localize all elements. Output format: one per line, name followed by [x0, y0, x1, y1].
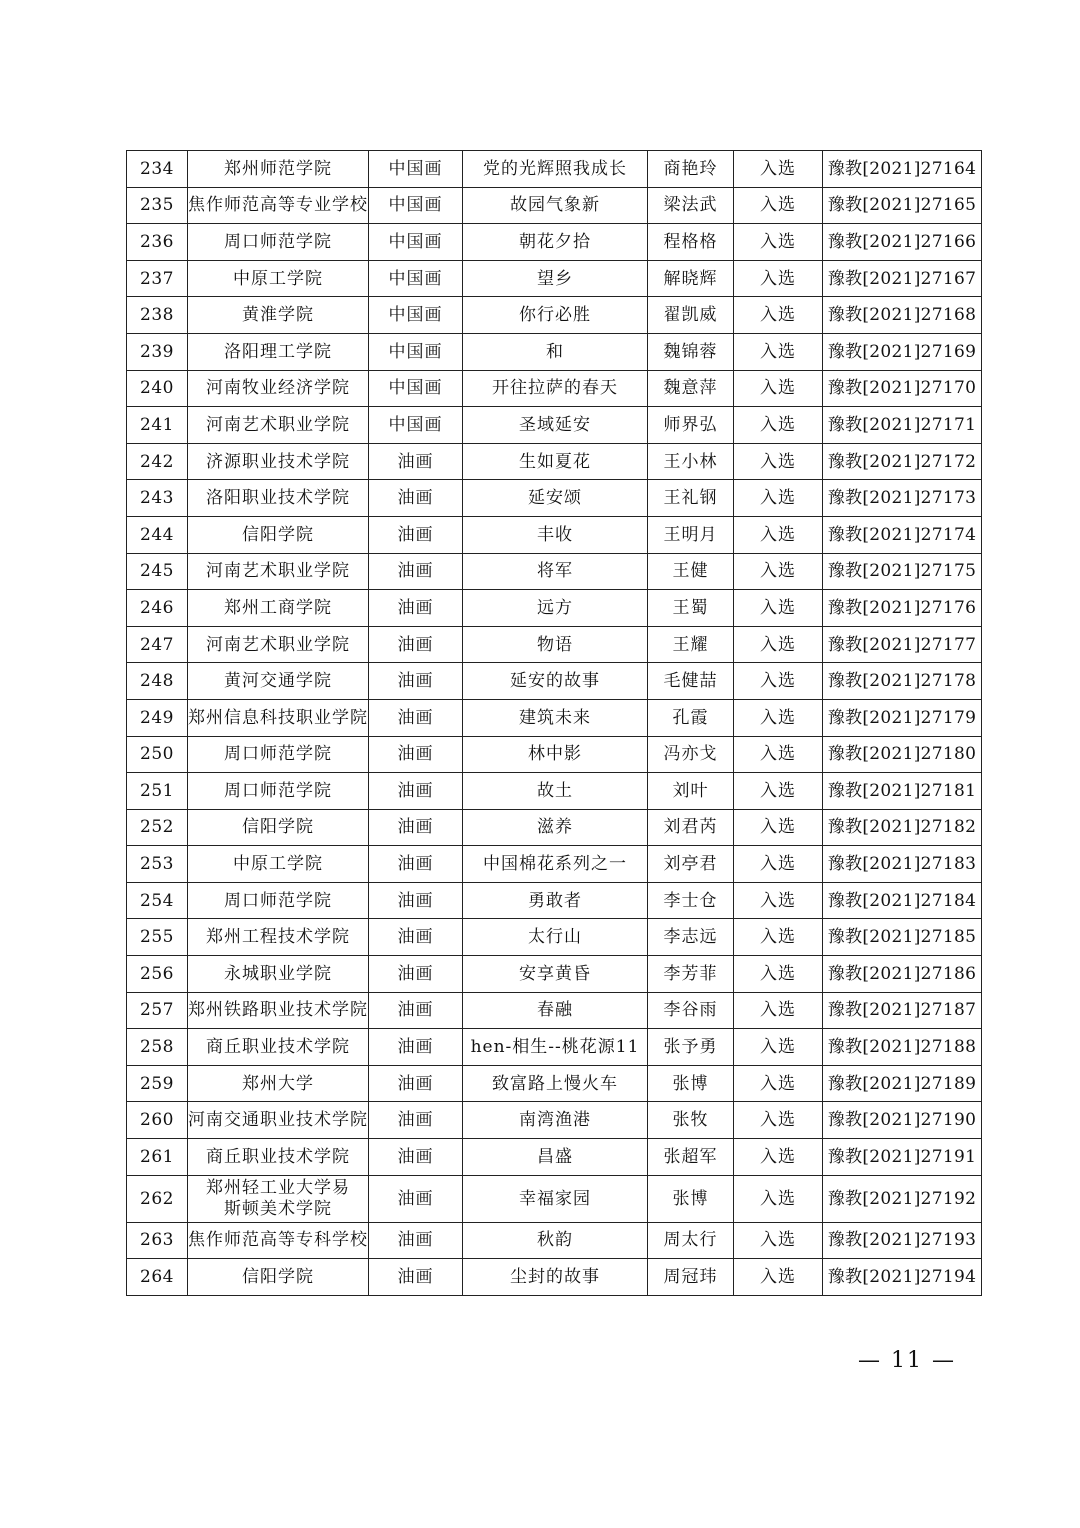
table-row: [127, 663, 982, 700]
work-title: 将军: [463, 553, 648, 590]
table-row: [127, 1259, 982, 1296]
row-number: 257: [127, 992, 188, 1029]
author-name: 王健: [648, 553, 734, 590]
result-status: 入选: [734, 1259, 823, 1296]
result-status: 入选: [734, 443, 823, 480]
row-number: 246: [127, 590, 188, 627]
author-name: 魏锦蓉: [648, 333, 734, 370]
work-title: 圣域延安: [463, 407, 648, 444]
work-title: 南湾渔港: [463, 1102, 648, 1139]
author-name: 李芳菲: [648, 956, 734, 993]
table-row: [127, 260, 982, 297]
author-name: 冯亦戈: [648, 736, 734, 773]
table-row: [127, 956, 982, 993]
certificate-code: 豫教[2021]27189: [823, 1065, 982, 1102]
category: 中国画: [369, 224, 463, 261]
result-status: 入选: [734, 663, 823, 700]
category: 中国画: [369, 187, 463, 224]
certificate-code: 豫教[2021]27172: [823, 443, 982, 480]
row-number: 236: [127, 224, 188, 261]
author-name: 王礼钢: [648, 480, 734, 517]
result-status: 入选: [734, 626, 823, 663]
row-number: 263: [127, 1222, 188, 1259]
table-row: [127, 1029, 982, 1066]
category: 中国画: [369, 151, 463, 188]
school-name: 中原工学院: [188, 260, 369, 297]
certificate-code: 豫教[2021]27175: [823, 553, 982, 590]
certificate-code: 豫教[2021]27182: [823, 809, 982, 846]
school-name: 河南交通职业技术学院: [188, 1102, 369, 1139]
category: 油画: [369, 992, 463, 1029]
table-row: [127, 480, 982, 517]
author-name: 梁法武: [648, 187, 734, 224]
row-number: 237: [127, 260, 188, 297]
category: 油画: [369, 626, 463, 663]
row-number: 251: [127, 773, 188, 810]
table-row: [127, 809, 982, 846]
category: 油画: [369, 443, 463, 480]
certificate-code: 豫教[2021]27193: [823, 1222, 982, 1259]
work-title: 和: [463, 333, 648, 370]
result-status: 入选: [734, 1139, 823, 1176]
result-status: 入选: [734, 1175, 823, 1222]
row-number: 254: [127, 882, 188, 919]
school-name: 信阳学院: [188, 809, 369, 846]
table-row: [127, 297, 982, 334]
certificate-code: 豫教[2021]27190: [823, 1102, 982, 1139]
school-name: 郑州师范学院: [188, 151, 369, 188]
work-title: 太行山: [463, 919, 648, 956]
certificate-code: 豫教[2021]27179: [823, 699, 982, 736]
certificate-code: 豫教[2021]27181: [823, 773, 982, 810]
work-title: 幸福家园: [463, 1175, 648, 1222]
result-status: 入选: [734, 151, 823, 188]
table-row: [127, 1139, 982, 1176]
result-status: 入选: [734, 846, 823, 883]
row-number: 241: [127, 407, 188, 444]
category: 油画: [369, 516, 463, 553]
table-row: [127, 224, 982, 261]
category: 油画: [369, 480, 463, 517]
certificate-code: 豫教[2021]27178: [823, 663, 982, 700]
row-number: 261: [127, 1139, 188, 1176]
author-name: 王蜀: [648, 590, 734, 627]
category: 油画: [369, 699, 463, 736]
school-name: 中原工学院: [188, 846, 369, 883]
school-name: 河南艺术职业学院: [188, 407, 369, 444]
author-name: 商艳玲: [648, 151, 734, 188]
work-title: hen-相生--桃花源11: [463, 1029, 648, 1066]
category: 油画: [369, 1102, 463, 1139]
work-title: 安享黄昏: [463, 956, 648, 993]
school-name: 郑州铁路职业技术学院: [188, 992, 369, 1029]
work-title: 尘封的故事: [463, 1259, 648, 1296]
certificate-code: 豫教[2021]27183: [823, 846, 982, 883]
author-name: 王明月: [648, 516, 734, 553]
work-title: 故园气象新: [463, 187, 648, 224]
work-title: 中国棉花系列之一: [463, 846, 648, 883]
table-row: [127, 443, 982, 480]
table-row: [127, 919, 982, 956]
result-status: 入选: [734, 992, 823, 1029]
certificate-code: 豫教[2021]27174: [823, 516, 982, 553]
result-status: 入选: [734, 480, 823, 517]
author-name: 刘叶: [648, 773, 734, 810]
category: 油画: [369, 882, 463, 919]
row-number: 244: [127, 516, 188, 553]
result-status: 入选: [734, 260, 823, 297]
table-row: [127, 553, 982, 590]
certificate-code: 豫教[2021]27176: [823, 590, 982, 627]
work-title: 林中影: [463, 736, 648, 773]
row-number: 242: [127, 443, 188, 480]
work-title: 建筑未来: [463, 699, 648, 736]
work-title: 昌盛: [463, 1139, 648, 1176]
result-status: 入选: [734, 1029, 823, 1066]
table-row: [127, 846, 982, 883]
author-name: 刘君芮: [648, 809, 734, 846]
category: 中国画: [369, 370, 463, 407]
category: 油画: [369, 846, 463, 883]
certificate-code: 豫教[2021]27180: [823, 736, 982, 773]
school-name: 信阳学院: [188, 1259, 369, 1296]
work-title: 开往拉萨的春天: [463, 370, 648, 407]
certificate-code: 豫教[2021]27186: [823, 956, 982, 993]
category: 中国画: [369, 407, 463, 444]
certificate-code: 豫教[2021]27185: [823, 919, 982, 956]
table-row: [127, 370, 982, 407]
row-number: 243: [127, 480, 188, 517]
result-status: 入选: [734, 1065, 823, 1102]
category: 油画: [369, 809, 463, 846]
author-name: 张博: [648, 1065, 734, 1102]
certificate-code: 豫教[2021]27192: [823, 1175, 982, 1222]
category: 油画: [369, 919, 463, 956]
certificate-code: 豫教[2021]27169: [823, 333, 982, 370]
result-status: 入选: [734, 699, 823, 736]
certificate-code: 豫教[2021]27164: [823, 151, 982, 188]
result-status: 入选: [734, 1102, 823, 1139]
work-title: 朝花夕拾: [463, 224, 648, 261]
certificate-code: 豫教[2021]27188: [823, 1029, 982, 1066]
table-row: [127, 736, 982, 773]
table-row: [127, 407, 982, 444]
work-title: 秋韵: [463, 1222, 648, 1259]
result-status: 入选: [734, 187, 823, 224]
certificate-code: 豫教[2021]27173: [823, 480, 982, 517]
row-number: 253: [127, 846, 188, 883]
row-number: 252: [127, 809, 188, 846]
category: 中国画: [369, 260, 463, 297]
author-name: 张超军: [648, 1139, 734, 1176]
row-number: 247: [127, 626, 188, 663]
school-name: 郑州工程技术学院: [188, 919, 369, 956]
category: 中国画: [369, 333, 463, 370]
work-title: 故土: [463, 773, 648, 810]
row-number: 260: [127, 1102, 188, 1139]
row-number: 240: [127, 370, 188, 407]
school-name: 信阳学院: [188, 516, 369, 553]
result-status: 入选: [734, 882, 823, 919]
school-name: 周口师范学院: [188, 224, 369, 261]
school-name: 郑州大学: [188, 1065, 369, 1102]
row-number: 239: [127, 333, 188, 370]
school-name: 河南牧业经济学院: [188, 370, 369, 407]
author-name: 刘亭君: [648, 846, 734, 883]
category: 油画: [369, 1139, 463, 1176]
table-row: [127, 151, 982, 188]
work-title: 丰收: [463, 516, 648, 553]
school-name: 焦作师范高等专业学校: [188, 187, 369, 224]
certificate-code: 豫教[2021]27168: [823, 297, 982, 334]
table-row: [127, 516, 982, 553]
work-title: 你行必胜: [463, 297, 648, 334]
category: 油画: [369, 1222, 463, 1259]
category: 油画: [369, 663, 463, 700]
category: 油画: [369, 773, 463, 810]
result-status: 入选: [734, 370, 823, 407]
table-row: [127, 882, 982, 919]
certificate-code: 豫教[2021]27170: [823, 370, 982, 407]
work-title: 延安颂: [463, 480, 648, 517]
work-title: 致富路上慢火车: [463, 1065, 648, 1102]
category: 中国画: [369, 297, 463, 334]
result-status: 入选: [734, 736, 823, 773]
certificate-code: 豫教[2021]27184: [823, 882, 982, 919]
row-number: 258: [127, 1029, 188, 1066]
school-name: 济源职业技术学院: [188, 443, 369, 480]
author-name: 师界弘: [648, 407, 734, 444]
result-status: 入选: [734, 333, 823, 370]
result-status: 入选: [734, 919, 823, 956]
certificate-code: 豫教[2021]27171: [823, 407, 982, 444]
certificate-code: 豫教[2021]27191: [823, 1139, 982, 1176]
category: 油画: [369, 736, 463, 773]
certificate-code: 豫教[2021]27194: [823, 1259, 982, 1296]
row-number: 259: [127, 1065, 188, 1102]
certificate-code: 豫教[2021]27187: [823, 992, 982, 1029]
row-number: 250: [127, 736, 188, 773]
author-name: 张博: [648, 1175, 734, 1222]
school-name: 洛阳职业技术学院: [188, 480, 369, 517]
certificate-code: 豫教[2021]27167: [823, 260, 982, 297]
result-status: 入选: [734, 553, 823, 590]
certificate-code: 豫教[2021]27165: [823, 187, 982, 224]
category: 油画: [369, 1175, 463, 1222]
school-name: 周口师范学院: [188, 773, 369, 810]
school-name: 洛阳理工学院: [188, 333, 369, 370]
work-title: 望乡: [463, 260, 648, 297]
category: 油画: [369, 590, 463, 627]
result-status: 入选: [734, 516, 823, 553]
school-name: 永城职业学院: [188, 956, 369, 993]
result-status: 入选: [734, 590, 823, 627]
category: 油画: [369, 956, 463, 993]
school-name: 周口师范学院: [188, 736, 369, 773]
school-name: 郑州轻工业大学易斯顿美术学院: [188, 1175, 369, 1222]
author-name: 解晓辉: [648, 260, 734, 297]
author-name: 李士仓: [648, 882, 734, 919]
school-name: 商丘职业技术学院: [188, 1139, 369, 1176]
row-number: 249: [127, 699, 188, 736]
category: 油画: [369, 553, 463, 590]
school-name: 焦作师范高等专科学校: [188, 1222, 369, 1259]
result-status: 入选: [734, 809, 823, 846]
row-number: 235: [127, 187, 188, 224]
school-name: 郑州信息科技职业学院: [188, 699, 369, 736]
table-row: [127, 1175, 982, 1222]
table-row: [127, 1222, 982, 1259]
author-name: 翟凯威: [648, 297, 734, 334]
row-number: 248: [127, 663, 188, 700]
row-number: 256: [127, 956, 188, 993]
work-title: 延安的故事: [463, 663, 648, 700]
school-name: 黄河交通学院: [188, 663, 369, 700]
school-name: 周口师范学院: [188, 882, 369, 919]
school-name: 河南艺术职业学院: [188, 626, 369, 663]
row-number: 245: [127, 553, 188, 590]
category: 油画: [369, 1029, 463, 1066]
school-name: 郑州工商学院: [188, 590, 369, 627]
author-name: 周太行: [648, 1222, 734, 1259]
work-title: 勇敢者: [463, 882, 648, 919]
table-row: [127, 590, 982, 627]
work-title: 党的光辉照我成长: [463, 151, 648, 188]
author-name: 张牧: [648, 1102, 734, 1139]
result-status: 入选: [734, 1222, 823, 1259]
category: 油画: [369, 1259, 463, 1296]
author-name: 孔霞: [648, 699, 734, 736]
author-name: 张予勇: [648, 1029, 734, 1066]
table-row: [127, 1102, 982, 1139]
author-name: 程格格: [648, 224, 734, 261]
work-title: 物语: [463, 626, 648, 663]
result-status: 入选: [734, 956, 823, 993]
row-number: 262: [127, 1175, 188, 1222]
row-number: 234: [127, 151, 188, 188]
certificate-code: 豫教[2021]27177: [823, 626, 982, 663]
school-name: 商丘职业技术学院: [188, 1029, 369, 1066]
result-status: 入选: [734, 297, 823, 334]
certificate-code: 豫教[2021]27166: [823, 224, 982, 261]
work-title: 远方: [463, 590, 648, 627]
school-name: 黄淮学院: [188, 297, 369, 334]
table-row: [127, 1065, 982, 1102]
table-row: [127, 992, 982, 1029]
table-row: [127, 773, 982, 810]
result-status: 入选: [734, 773, 823, 810]
result-status: 入选: [734, 224, 823, 261]
page-number: — 11 —: [858, 1348, 956, 1373]
category: 油画: [369, 1065, 463, 1102]
author-name: 毛健喆: [648, 663, 734, 700]
work-title: 春融: [463, 992, 648, 1029]
result-status: 入选: [734, 407, 823, 444]
row-number: 255: [127, 919, 188, 956]
table-row: [127, 333, 982, 370]
table-row: [127, 699, 982, 736]
table-row: [127, 626, 982, 663]
author-name: 李谷雨: [648, 992, 734, 1029]
author-name: 王小林: [648, 443, 734, 480]
row-number: 238: [127, 297, 188, 334]
work-title: 滋养: [463, 809, 648, 846]
table-row: [127, 187, 982, 224]
author-name: 李志远: [648, 919, 734, 956]
author-name: 周冠玮: [648, 1259, 734, 1296]
work-title: 生如夏花: [463, 443, 648, 480]
author-name: 魏意萍: [648, 370, 734, 407]
row-number: 264: [127, 1259, 188, 1296]
author-name: 王耀: [648, 626, 734, 663]
award-list-table: [126, 150, 982, 1296]
school-name: 河南艺术职业学院: [188, 553, 369, 590]
